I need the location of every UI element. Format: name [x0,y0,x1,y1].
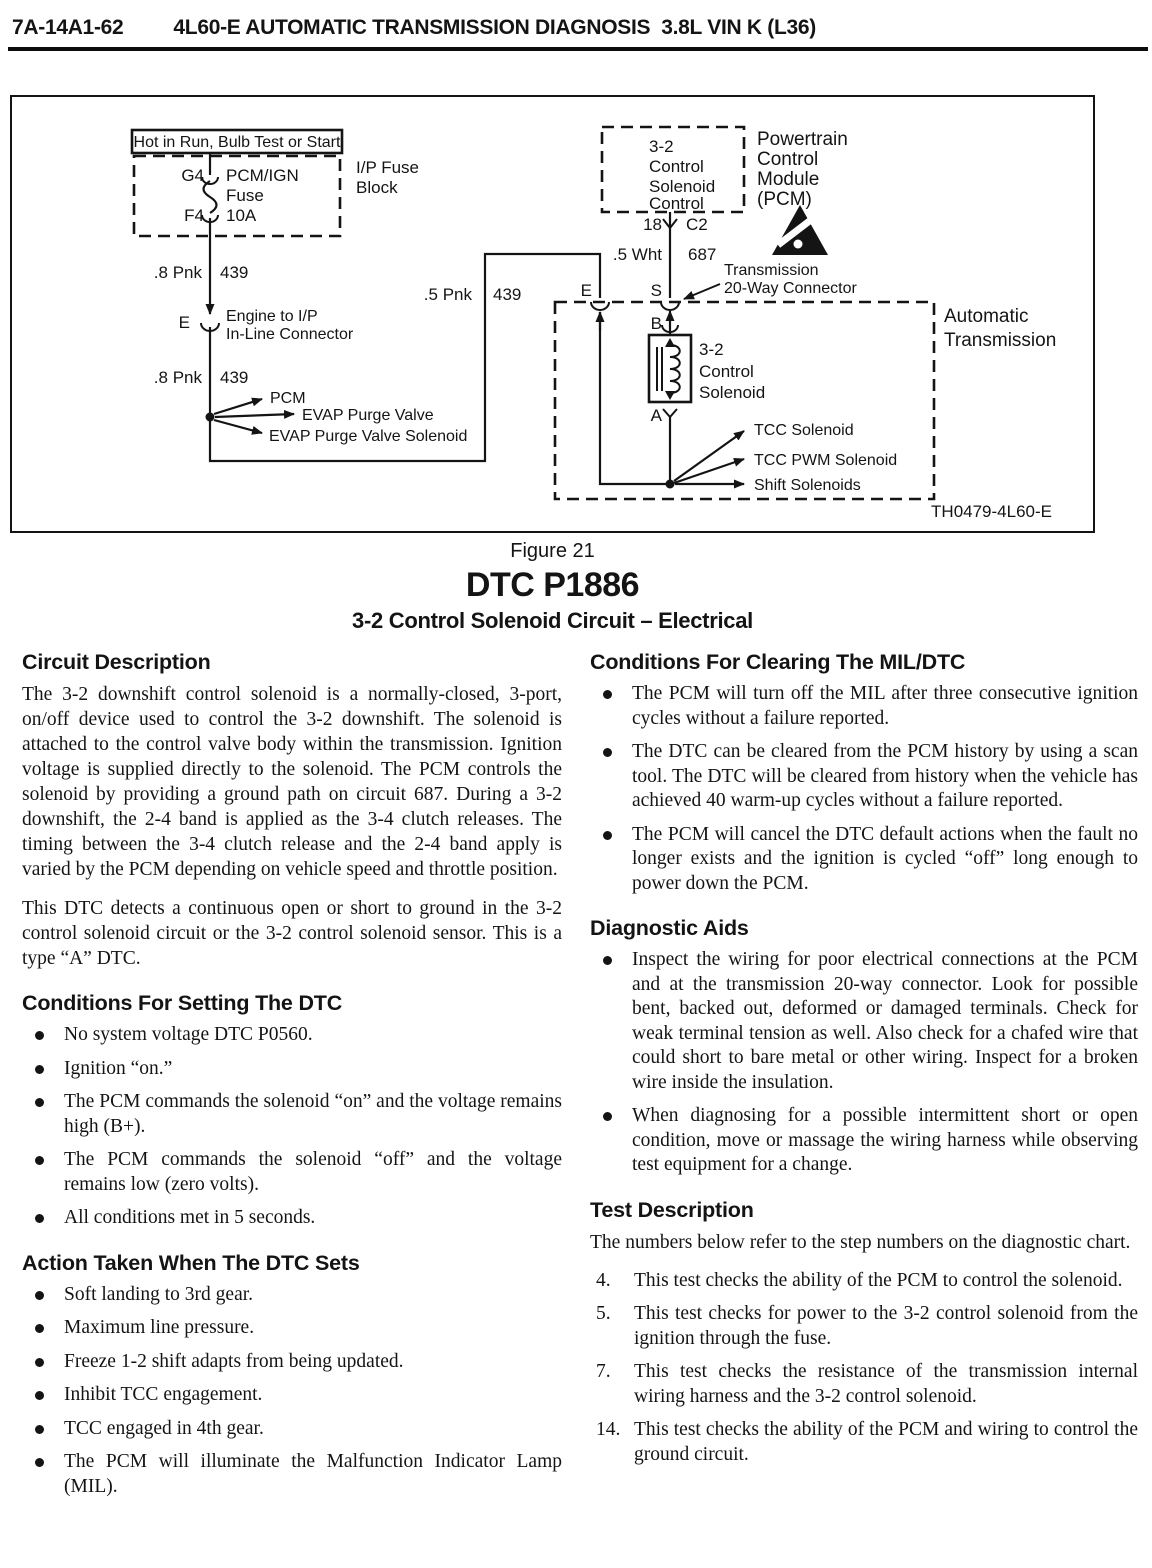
wire-gauge-color-4: .5 Wht [612,245,662,264]
list-item: The PCM commands the solenoid “off” and the voltage remains low (zero volts). [22,1148,562,1197]
section-heading: Test Description [590,1197,754,1222]
page-number: 7A-14A1-62 [12,16,124,39]
bullet-icon [35,1214,44,1223]
test-step: 5. This test checks for power to the 3-2 control solenoid from the ignition through the fuse. [590,1302,1138,1351]
paragraph: The 3-2 downshift control solenoid is a normally-closed, 3-port, on/off device used to control the 3-2 downshift. The solenoid is attached to the control valve body within the transmission. Ignition voltage is supplied directly to the solenoid. The PCM controls the solenoid by providing a ground path on circuit 687. During a 3-2 downshift, the 2-4 band is applied as the 3-4 clutch releases. The timing between the 3-4 clutch release and the 2-4 band apply is varied by the PCM depending on vehicle speed and throttle position. [22,684,562,880]
list-item: The PCM will illuminate the Malfunction Indicator Lamp (MIL). [22,1450,562,1499]
ip-fuse-block-label-2: Block [356,178,398,197]
step-number: 14. [596,1419,621,1440]
page-title: 4L60-E AUTOMATIC TRANSMISSION DIAGNOSIS 3.8L VIN K (L36) [173,16,816,39]
terminal-a: A [650,406,662,425]
list-item: All conditions met in 5 seconds. [22,1206,562,1231]
inline-connector-label-1: Engine to I/P [226,308,318,325]
inline-connector-label-2: In-Line Connector [226,326,354,343]
test-step: 4. This test checks the ability of the PCM to control the solenoid. [590,1269,1138,1294]
inline-connector-terminal: E [178,313,190,332]
section-diagnostic-aids [590,916,1138,1178]
pcm-driver-label-1: 3-2 [649,137,674,156]
ip-harness-group [154,254,600,461]
left-column [22,650,562,1519]
fuse-terminal-g4: G4 [181,166,204,185]
fuse-word: Fuse [226,186,264,205]
dtc-title: DTC P1886 [465,566,640,604]
conn20-label-2: 20-Way Connector [724,280,857,297]
section-heading: Action Taken When The DTC Sets [22,1250,360,1275]
pcm-connector: C2 [686,215,708,234]
wire-circuit-4: 687 [688,245,717,264]
wire-gauge-color-3: .5 Pnk [423,285,472,304]
list-item: Inhibit TCC engagement. [22,1383,562,1408]
pcm-driver-label-2: Control [649,157,704,176]
pcm-name-2: Control [757,149,819,170]
list-item: The DTC can be cleared from the PCM history by using a scan tool. The DTC will be cleared from history when the vehicle has achieved 40 warm-up cycles without a failure reported. [590,740,1138,814]
terminal-s: S [650,281,662,300]
splice-dest-pcm: PCM [270,390,306,407]
section-conditions-clearing [590,650,1138,896]
list-item: TCC engaged in 4th gear. [22,1417,562,1442]
list-item: Inspect the wiring for poor electrical connections at the PCM and at the transmission 20-way connector. Look for possible bent, backed out, deformed or damaged terminals. Check for weak terminal tension as well. Also check for a chafed wire that could short to bare metal or other wiring. Inspect for a broken wire inside the insulation. [590,948,1138,1095]
paragraph: This DTC detects a continuous open or short to ground in the 3-2 control solenoid circuit or the 3-2 control solenoid sensor. This is a type “A” DTC. [22,898,562,969]
list-item: No system voltage DTC P0560. [22,1023,562,1048]
bullet-icon [35,1324,44,1333]
bullet-icon [35,1065,44,1074]
list-item: When diagnosing for a possible intermittent short or open condition, move or massage the wiring harness while observing test equipment for a change. [590,1104,1138,1178]
hot-feed-label-box [132,130,342,153]
pcm-driver-label-4: Control [649,194,704,213]
list-item: Maximum line pressure. [22,1316,562,1341]
hot-feed-label: Hot in Run, Bulb Test or Start [133,134,341,151]
page-header [12,16,1142,40]
dtc-subtitle: 3-2 Control Solenoid Circuit – Electrical [352,608,753,633]
pcm-name-1: Powertrain [757,129,848,150]
dest-shift-solenoids: Shift Solenoids [754,477,861,494]
drawing-id: TH0479-4L60-E [931,502,1052,521]
test-step: 7. This test checks the resistance of the transmission internal wiring harness and the 3-2 control solenoid. [590,1360,1138,1409]
section-action-taken [22,1251,562,1500]
section-heading: Diagnostic Aids [590,916,749,940]
section-heading: Conditions For Setting The DTC [22,991,343,1015]
list-item: The PCM commands the solenoid “on” and the voltage remains high (B+). [22,1090,562,1139]
step-number: 5. [596,1303,611,1324]
wire-circuit-3: 439 [493,285,522,304]
bullet-icon [35,1425,44,1434]
bullet-icon [603,690,612,699]
wire-gauge-color-2: .8 Pnk [153,368,202,387]
fuse-name: PCM/IGN [226,166,299,185]
bullet-icon [35,1156,44,1165]
list-item: The PCM will cancel the DTC default actions when the fault no longer exists and the ignition is cycled “off” long enough to power down the PCM. [590,823,1138,897]
terminal-e: E [580,281,592,300]
list-item: Ignition “on.” [22,1057,562,1082]
bullet-icon [603,1112,612,1121]
pcm-driver-label-3: Solenoid [649,177,716,196]
splice-dest-evap-solenoid: EVAP Purge Valve Solenoid [269,428,468,445]
bullet-icon [603,748,612,757]
transmission-label-1: Automatic [944,306,1029,327]
bullet-icon [603,956,612,965]
wiring-diagram-svg [12,97,1092,530]
step-number: 4. [596,1269,611,1291]
dest-tcc-pwm-solenoid: TCC PWM Solenoid [754,452,898,469]
paragraph: The numbers below refer to the step numbers on the diagnostic chart. [590,1231,1131,1253]
bullet-icon [603,831,612,840]
wire-circuit-1: 439 [220,263,249,282]
bullet-icon [35,1358,44,1367]
right-column [590,650,1138,1487]
transmission-label-2: Transmission [944,330,1057,351]
solenoid-label-2: Control [699,362,754,381]
esd-warning-icon [772,205,828,255]
bullet-icon [35,1031,44,1040]
pcm-pin: 18 [643,215,662,234]
test-step: 14. This test checks the ability of the PCM and wiring to control the ground circuit. [590,1418,1138,1467]
transmission-group [555,281,1056,499]
fuse-terminal-f4: F4 [184,206,204,225]
list-item: The PCM will turn off the MIL after three consecutive ignition cycles without a failure reported. [590,682,1138,731]
header-rule [8,47,1148,51]
list-item: Soft landing to 3rd gear. [22,1283,562,1308]
bullet-icon [35,1291,44,1300]
terminal-b: B [650,314,662,333]
section-heading: Conditions For Clearing The MIL/DTC [590,650,966,674]
wire-gauge-color-1: .8 Pnk [153,263,202,282]
section-circuit-description [22,650,562,971]
solenoid-label-1: 3-2 [699,340,724,359]
conn20-label-1: Transmission [724,262,819,279]
bullet-icon [35,1391,44,1400]
figure-caption: Figure 21 [510,540,595,562]
transmission-connector-callout [684,262,857,299]
bullet-icon [35,1098,44,1107]
bullet-icon [35,1458,44,1467]
wire-circuit-2: 439 [220,368,249,387]
dest-tcc-solenoid: TCC Solenoid [754,422,854,439]
list-item: Freeze 1-2 shift adapts from being updated. [22,1350,562,1375]
pcm-name-4: (PCM) [757,189,812,210]
section-conditions-setting [22,991,562,1231]
step-number: 7. [596,1361,611,1382]
pcm-name-3: Module [757,169,820,190]
wiring-diagram-figure [10,95,1095,533]
ip-fuse-block-label-1: I/P Fuse [356,158,419,177]
fuse-rating: 10A [226,206,257,225]
section-test-description [590,1198,1138,1468]
section-heading: Circuit Description [22,650,211,674]
splice-dest-evap-valve: EVAP Purge Valve [302,407,434,424]
solenoid-label-3: Solenoid [699,383,766,402]
